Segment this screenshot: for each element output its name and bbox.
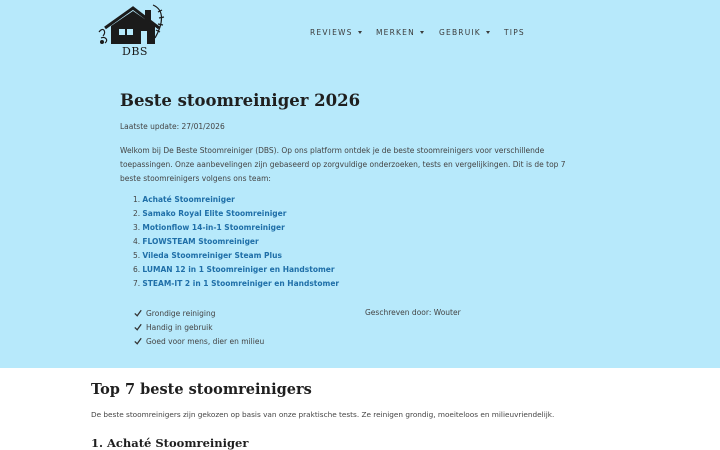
list-number: 1. [133, 195, 141, 204]
list-number: 4. [133, 237, 141, 246]
nav-merken-label[interactable]: MERKEN [376, 27, 415, 37]
page-title: Beste stoomreiniger 2026 [120, 91, 361, 110]
nav-merken[interactable] [376, 26, 424, 38]
chevron-down-icon[interactable] [420, 31, 424, 34]
chevron-down-icon[interactable] [486, 31, 490, 34]
feature-item [134, 334, 264, 348]
product-link[interactable]: Vileda Stoomreiniger Steam Plus [142, 251, 282, 260]
feature-label: Grondige reiniging [146, 308, 216, 318]
list-item [133, 235, 339, 249]
feature-label: Goed voor mens, dier en milieu [146, 336, 265, 346]
feature-label: Handig in gebruik [146, 322, 213, 332]
product-link[interactable]: STEAM-IT 2 in 1 Stoomreiniger en Handstomer [142, 279, 340, 288]
author-line: Geschreven door: Wouter [365, 308, 461, 317]
product-link[interactable]: Motionflow 14-in-1 Stoomreiniger [142, 223, 285, 232]
nav-tips-label[interactable]: TIPS [504, 27, 525, 37]
check-icon [134, 323, 142, 331]
section-title: Top 7 beste stoomreinigers [91, 381, 312, 398]
product-heading: 1. Achaté Stoomreiniger [91, 436, 249, 450]
list-item [133, 221, 339, 235]
nav-reviews[interactable] [310, 26, 362, 38]
nav-gebruik[interactable] [439, 26, 490, 38]
last-update: Laatste update: 27/01/2026 [120, 122, 225, 131]
product-link[interactable]: Achaté Stoomreiniger [142, 195, 235, 204]
nav-reviews-label[interactable]: REVIEWS [310, 27, 353, 37]
list-item [133, 207, 339, 221]
section-text: De beste stoomreinigers zijn gekozen op basis van onze praktische tests. Ze reinigen grondig, moeiteloos en milieuvriendelijk. [91, 410, 555, 419]
logo-text[interactable]: DBS [122, 45, 148, 58]
list-item [133, 263, 339, 277]
list-item [133, 277, 339, 291]
product-link[interactable]: Samako Royal Elite Stoomreiniger [142, 209, 287, 218]
check-icon [134, 337, 142, 345]
top-list [133, 193, 339, 291]
list-number: 2. [133, 209, 141, 218]
feature-item [134, 306, 264, 320]
intro-text: Welkom bij De Beste Stoomreiniger (DBS). Op ons platform ontdek je de beste stoomreinigers voor verschillende toepassingen. Onze aanbevelingen zijn gebaseerd op zorgvuldige onderzoeken, tests en vergelijkingen. Dit is de top 7 beste stoomreinigers volgens ons team: [120, 146, 566, 183]
nav-tips[interactable] [504, 26, 525, 38]
feature-list [134, 306, 264, 348]
chevron-down-icon[interactable] [358, 31, 362, 34]
nav-gebruik-label[interactable]: GEBRUIK [439, 27, 481, 37]
product-link[interactable]: LUMAN 12 in 1 Stoomreiniger en Handstomer [142, 265, 335, 274]
list-number: 7. [133, 279, 141, 288]
check-icon [134, 309, 142, 317]
list-number: 6. [133, 265, 141, 274]
list-item [133, 193, 339, 207]
list-number: 5. [133, 251, 141, 260]
product-link[interactable]: FLOWSTEAM Stoomreiniger [142, 237, 259, 246]
list-number: 3. [133, 223, 141, 232]
feature-item [134, 320, 264, 334]
list-item [133, 249, 339, 263]
